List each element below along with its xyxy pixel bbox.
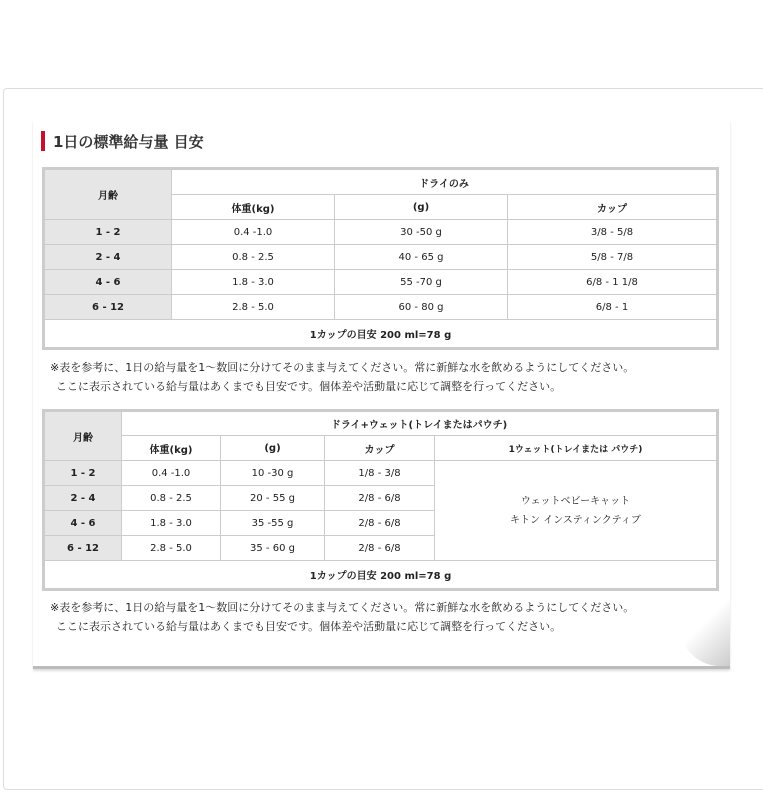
cup-cell: 3/8 - 5/8 xyxy=(508,220,718,245)
grams-cell: 20 - 55 g xyxy=(221,486,325,511)
weight-cell: 0.8 - 2.5 xyxy=(172,245,335,270)
weight-cell: 2.8 - 5.0 xyxy=(172,295,335,320)
grams-cell: 35 - 60 g xyxy=(221,536,325,561)
title-accent-bar xyxy=(41,131,45,151)
age-cell: 2 - 4 xyxy=(44,486,122,511)
weight-cell: 1.8 - 3.0 xyxy=(122,511,221,536)
cup-footer: 1カップの目安 200 ml=78 g xyxy=(44,561,718,590)
cup-cell: 2/8 - 6/8 xyxy=(325,511,435,536)
note-line: ここに表示されている給与量はあくまでも目安です。個体差や活動量に応じて調整を行ってください。 xyxy=(56,380,562,393)
group-header: ドライ+ウェット(トレイまたはパウチ) xyxy=(122,411,718,436)
weight-cell: 2.8 - 5.0 xyxy=(122,536,221,561)
table-row xyxy=(44,295,718,320)
col-grams: (g) xyxy=(221,436,325,461)
cup-cell: 6/8 - 1 xyxy=(508,295,718,320)
section-title xyxy=(41,131,204,151)
cup-cell: 2/8 - 6/8 xyxy=(325,536,435,561)
grams-cell: 35 -55 g xyxy=(221,511,325,536)
cup-cell: 6/8 - 1 1/8 xyxy=(508,270,718,295)
note-line: ここに表示されている給与量はあくまでも目安です。個体差や活動量に応じて調整を行ってください。 xyxy=(56,620,562,633)
dry-wet-table xyxy=(42,409,719,591)
col-weight: 体重(kg) xyxy=(172,195,335,220)
wet-product-line: キトン インスティンクティブ xyxy=(510,514,641,526)
table-row xyxy=(44,461,718,486)
age-header: 月齢 xyxy=(44,169,172,220)
table-row xyxy=(44,270,718,295)
grams-cell: 40 - 65 g xyxy=(335,245,508,270)
col-wet: 1ウェット(トレイまたは パウチ) xyxy=(435,436,718,461)
col-grams: (g) xyxy=(335,195,508,220)
col-weight: 体重(kg) xyxy=(122,436,221,461)
age-cell: 1 - 2 xyxy=(44,220,172,245)
age-cell: 4 - 6 xyxy=(44,511,122,536)
wet-product-cell xyxy=(435,461,718,561)
grams-cell: 10 -30 g xyxy=(221,461,325,486)
weight-cell: 0.4 -1.0 xyxy=(122,461,221,486)
grams-cell: 55 -70 g xyxy=(335,270,508,295)
cup-cell: 1/8 - 3/8 xyxy=(325,461,435,486)
note-1 xyxy=(50,358,634,396)
age-header: 月齢 xyxy=(44,411,122,461)
age-cell: 1 - 2 xyxy=(44,461,122,486)
section-title-text: 1日の標準給与量 目安 xyxy=(53,132,204,151)
weight-cell: 1.8 - 3.0 xyxy=(172,270,335,295)
grams-cell: 60 - 80 g xyxy=(335,295,508,320)
col-cup: カップ xyxy=(508,195,718,220)
weight-cell: 0.4 -1.0 xyxy=(172,220,335,245)
age-cell: 6 - 12 xyxy=(44,536,122,561)
grams-cell: 30 -50 g xyxy=(335,220,508,245)
table-row xyxy=(44,220,718,245)
cup-cell: 5/8 - 7/8 xyxy=(508,245,718,270)
note-line: ※表を参考に、1日の給与量を1～数回に分けてそのまま与えてください。常に新鮮な水を飲めるようにしてください。 xyxy=(50,601,635,614)
group-header: ドライのみ xyxy=(172,169,718,195)
wet-product-line: ウェットベビーキャット xyxy=(520,495,631,507)
note-line: ※表を参考に、1日の給与量を1～数回に分けてそのまま与えてください。常に新鮮な水を飲めるようにしてください。 xyxy=(50,361,635,374)
note-2 xyxy=(50,598,634,636)
age-cell: 6 - 12 xyxy=(44,295,172,320)
dry-only-table xyxy=(42,167,719,350)
cup-footer: 1カップの目安 200 ml=78 g xyxy=(44,320,718,349)
weight-cell: 0.8 - 2.5 xyxy=(122,486,221,511)
age-cell: 4 - 6 xyxy=(44,270,172,295)
table-row xyxy=(44,245,718,270)
cup-cell: 2/8 - 6/8 xyxy=(325,486,435,511)
age-cell: 2 - 4 xyxy=(44,245,172,270)
col-cup: カップ xyxy=(325,436,435,461)
